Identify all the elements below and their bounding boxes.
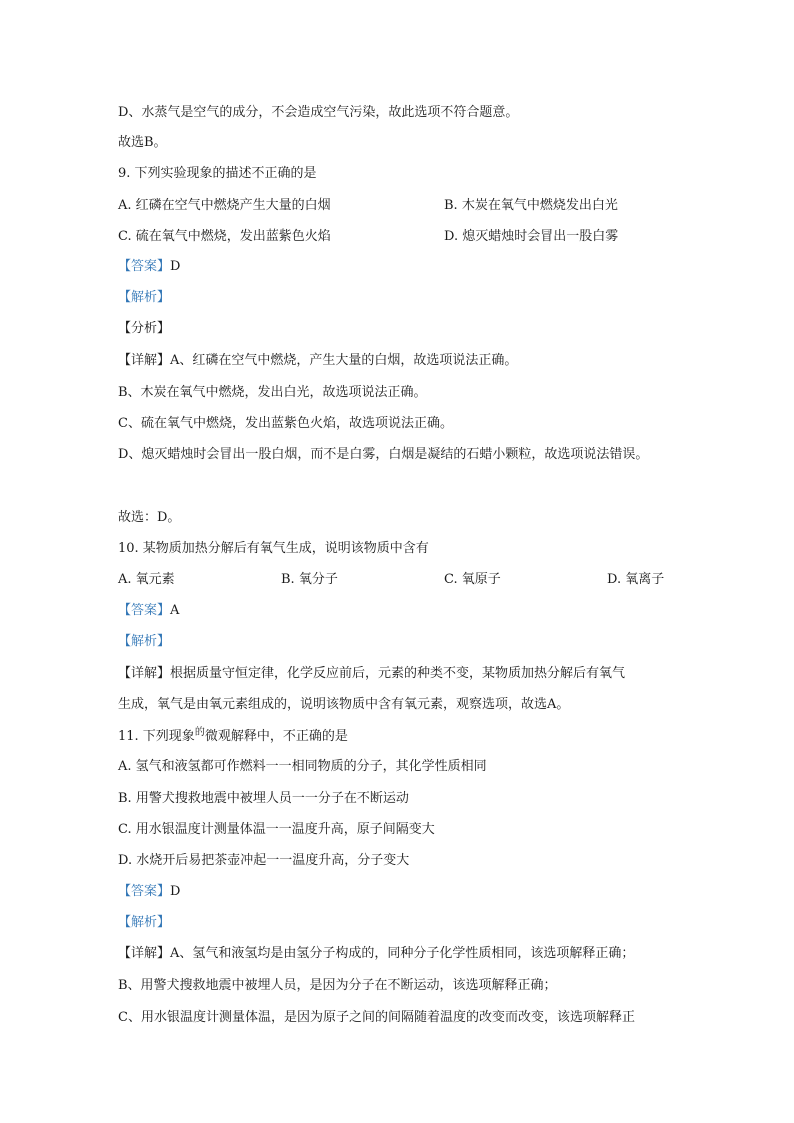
q10-option-d: D. 氧离子 — [607, 572, 665, 587]
answer-tag: 【答案】 — [118, 884, 171, 899]
q9-answer — [118, 258, 180, 276]
q10-explanation-2: 生成，氧气是由氧元素组成的，说明该物质中含有氧元素，观察选项，故选A。 — [118, 697, 570, 712]
answer-value: D — [170, 884, 181, 899]
answer-value: D — [170, 259, 181, 274]
q9-option-b: B. 木炭在氧气中燃烧发出白光 — [444, 198, 618, 213]
text-line: 故选B。 — [118, 135, 167, 150]
question-10: 10. 某物质加热分解后有氧气生成，说明该物质中含有 — [118, 541, 429, 556]
q11-explanation-c: C、用水银温度计测量体温，是因为原子之间的间隔随着温度的改变而改变，该选项解释正 — [118, 1010, 635, 1025]
explanation-text: A、红磷在空气中燃烧，产生大量的白烟，故选项说法正确。 — [170, 353, 518, 368]
question-superscript: 的 — [194, 727, 205, 738]
q10-option-a: A. 氧元素 — [118, 572, 175, 587]
q11-option-c: C. 用水银温度计测量体温一一温度升高，原子间隔变大 — [118, 822, 435, 837]
q9-option-d: D. 熄灭蜡烛时会冒出一股白雾 — [444, 229, 619, 244]
q10-option-b: B. 氧分子 — [281, 572, 338, 587]
analysis-tag: 【解析】 — [118, 915, 171, 930]
question-11 — [118, 728, 348, 747]
detail-tag: 【详解】 — [118, 353, 171, 368]
q11-option-a: A. 氢气和液氢都可作燃料一一相同物质的分子，其化学性质相同 — [118, 759, 487, 774]
analysis-tag: 【解析】 — [118, 634, 171, 649]
answer-tag: 【答案】 — [118, 259, 171, 274]
question-text: 微观解释中，不正确的是 — [204, 729, 348, 744]
q11-answer — [118, 883, 180, 901]
q11-option-b: B. 用警犬搜救地震中被埋人员一一分子在不断运动 — [118, 791, 409, 806]
detail-tag: 【详解】 — [118, 666, 171, 681]
q10-answer — [118, 602, 179, 620]
q9-option-a: A. 红磷在空气中燃烧产生大量的白烟 — [118, 198, 331, 213]
q11-explanation-a — [118, 945, 634, 963]
q9-explanation-b: B、木炭在氧气中燃烧，发出白光，故选项说法正确。 — [118, 385, 427, 400]
q9-explanation-a — [118, 352, 517, 370]
explanation-text: 根据质量守恒定律，化学反应前后，元素的种类不变，某物质加热分解后有氧气 — [170, 666, 626, 681]
explanation-text: A、氢气和液氢均是由氢分子构成的，同种分子化学性质相同，该选项解释正确； — [170, 946, 635, 961]
question-text: 11. 下列现象 — [118, 729, 195, 744]
q9-explanation-c: C、硫在氧气中燃烧，发出蓝紫色火焰，故选项说法正确。 — [118, 416, 453, 431]
q9-selection: 故选：D。 — [118, 510, 181, 525]
q11-explanation-b: B、用警犬搜救地震中被埋人员，是因为分子在不断运动，该选项解释正确； — [118, 978, 557, 993]
q10-option-c: C. 氧原子 — [444, 572, 501, 587]
q9-option-c: C. 硫在氧气中燃烧，发出蓝紫色火焰 — [118, 229, 331, 244]
answer-tag: 【答案】 — [118, 603, 171, 618]
q9-explanation-d: D、熄灭蜡烛时会冒出一股白烟，而不是白雾，白烟是凝结的石蜡小颗粒，故选项说法错误。 — [118, 447, 649, 462]
fenxi-tag: 【分析】 — [118, 321, 171, 336]
text-line: D、水蒸气是空气的成分，不会造成空气污染，故此选项不符合题意。 — [118, 105, 519, 120]
q10-explanation-1 — [118, 665, 625, 683]
detail-tag: 【详解】 — [118, 946, 171, 961]
analysis-tag: 【解析】 — [118, 290, 171, 305]
q11-option-d: D. 水烧开后易把茶壶冲起一一温度升高，分子变大 — [118, 853, 410, 868]
answer-value: A — [170, 603, 180, 618]
question-9: 9. 下列实验现象的描述不正确的是 — [118, 166, 317, 181]
